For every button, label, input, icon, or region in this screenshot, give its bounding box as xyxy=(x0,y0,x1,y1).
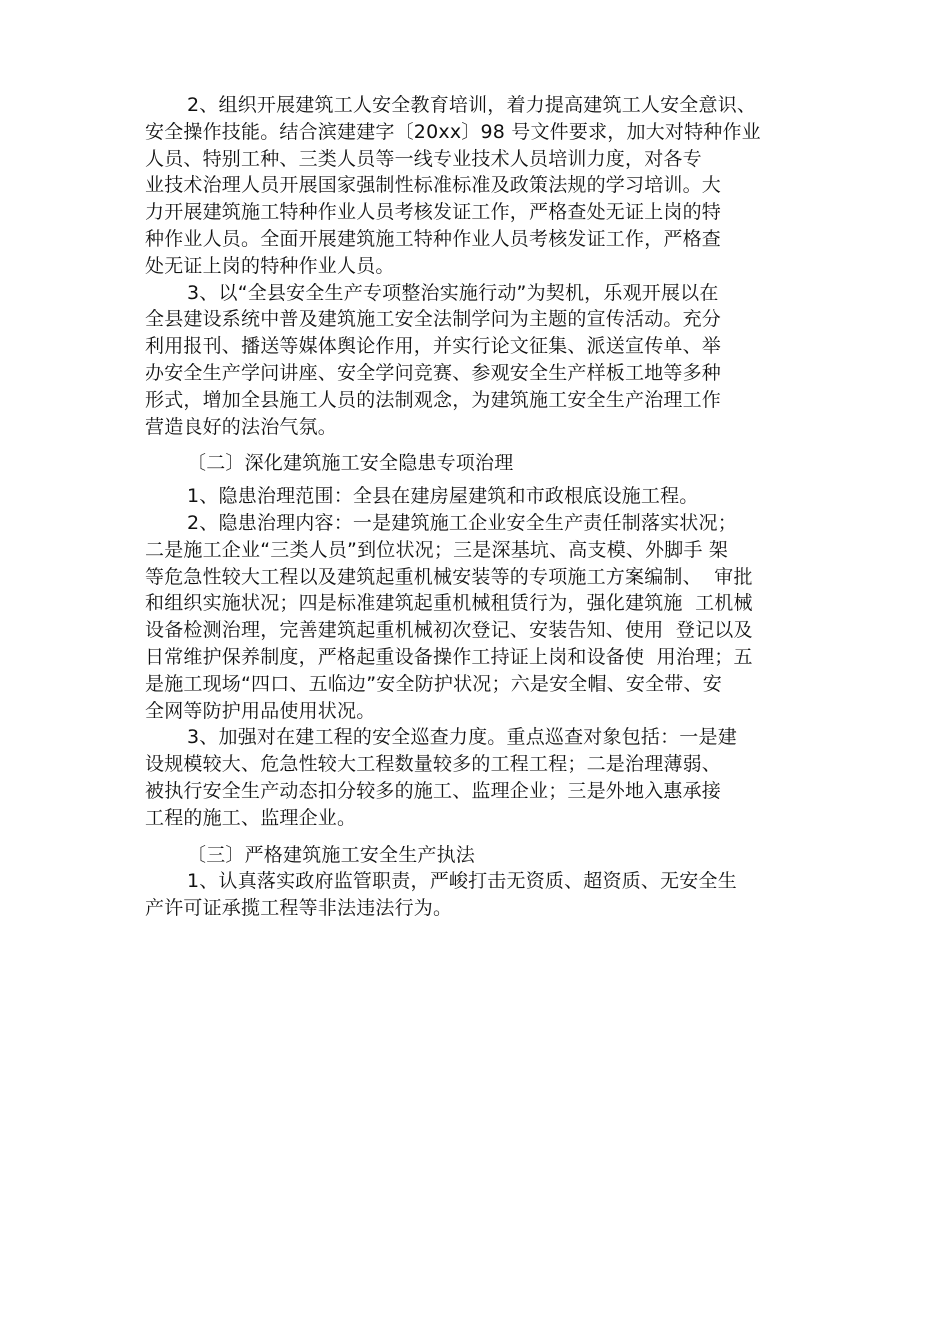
paragraph-line: 设备检测治理，完善建筑起重机械初次登记、安装告知、使用 登记以及 xyxy=(145,619,753,642)
paragraph-line: 利用报刊、播送等媒体舆论作用，并实行论文征集、派送宣传单、举 xyxy=(145,335,722,358)
section-gap xyxy=(145,832,845,842)
paragraph-line: 1、隐患治理范围：全县在建房屋建筑和市政根底设施工程。 xyxy=(187,485,699,508)
paragraph-line: 种作业人员。全面开展建筑施工特种作业人员考核发证工作，严格查 xyxy=(145,227,722,250)
section-gap xyxy=(145,440,845,450)
paragraph-line: 等危急性较大工程以及建筑起重机械安装等的专项施工方案编制、 审批 xyxy=(145,565,753,588)
paragraph-line: 日常维护保养制度，严格起重设备操作工持证上岗和设备使 用治理；五 xyxy=(145,645,753,668)
paragraph-line: 2、隐患治理内容：一是建筑施工企业安全生产责任制落实状况； xyxy=(187,511,737,534)
paragraph-line: 力开展建筑施工特种作业人员考核发证工作，严格查处无证上岗的特 xyxy=(145,201,722,224)
paragraph-line: 办安全生产学问讲座、安全学问竞赛、参观安全生产样板工地等多种 xyxy=(145,361,722,384)
section-heading: 〔三〕严格建筑施工安全生产执法 xyxy=(187,843,476,866)
document-body xyxy=(145,92,845,922)
paragraph-line: 处无证上岗的特种作业人员。 xyxy=(145,254,395,277)
paragraph-line: 营造良好的法治气氛。 xyxy=(145,415,338,438)
paragraph-line: 全县建设系统中普及建筑施工安全法制学问为主题的宣传活动。充分 xyxy=(145,308,722,331)
paragraph-line: 业技术治理人员开展国家强制性标准标准及政策法规的学习培训。大 xyxy=(145,174,722,197)
paragraph-line: 工程的施工、监理企业。 xyxy=(145,806,357,829)
paragraph-line: 人员、特别工种、三类人员等一线专业技术人员培训力度，对各专 xyxy=(145,147,702,170)
paragraph-line: 和组织实施状况；四是标准建筑起重机械租赁行为，强化建筑施 工机械 xyxy=(145,592,753,615)
paragraph-line: 安全操作技能。结合滨建建字〔20xx〕98 号文件要求，加大对特种作业 xyxy=(145,120,761,143)
paragraph-line: 设规模较大、危急性较大工程数量较多的工程工程；二是治理薄弱、 xyxy=(145,753,722,776)
paragraph-line: 产许可证承揽工程等非法违法行为。 xyxy=(145,897,453,920)
paragraph-line: 3、以“全县安全生产专项整治实施行动”为契机，乐观开展以在 xyxy=(187,281,719,304)
paragraph-line: 二是施工企业“三类人员”到位状况；三是深基坑、高支模、外脚手 架 xyxy=(145,538,729,561)
paragraph-line: 1、认真落实政府监管职责，严峻打击无资质、超资质、无安全生 xyxy=(187,870,737,893)
section-heading: 〔二〕深化建筑施工安全隐患专项治理 xyxy=(187,452,514,475)
paragraph-line: 2、组织开展建筑工人安全教育培训，着力提高建筑工人安全意识、 xyxy=(187,94,757,116)
paragraph-line: 形式，增加全县施工人员的法制观念，为建筑施工安全生产治理工作 xyxy=(145,388,722,411)
paragraph-line: 3、加强对在建工程的安全巡查力度。重点巡查对象包括：一是建 xyxy=(187,726,737,749)
paragraph-line: 是施工现场“四口、五临边”安全防护状况；六是安全帽、安全带、安 xyxy=(145,672,722,695)
paragraph-line: 被执行安全生产动态扣分较多的施工、监理企业；三是外地入惠承接 xyxy=(145,779,722,802)
paragraph-line: 全网等防护用品使用状况。 xyxy=(145,699,376,722)
